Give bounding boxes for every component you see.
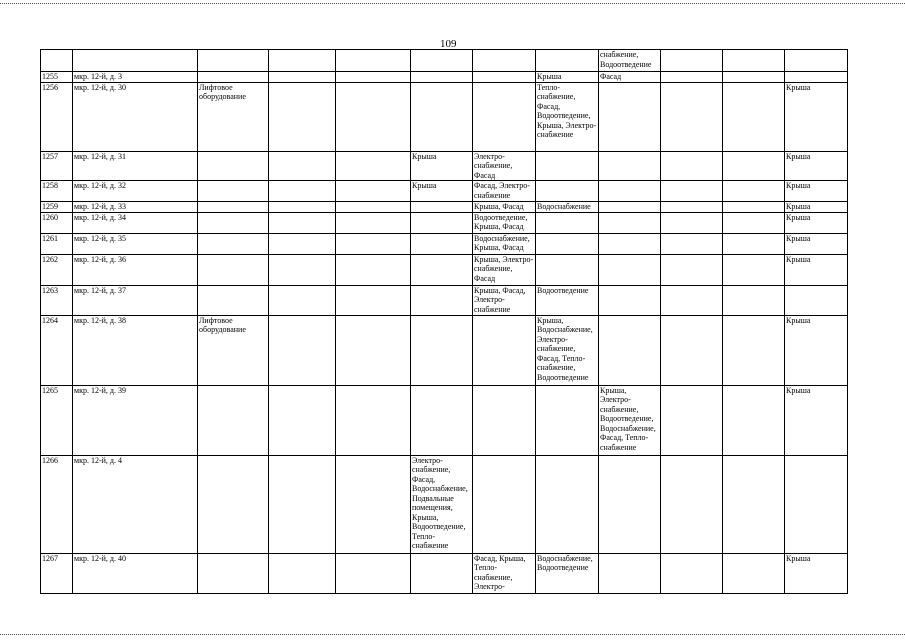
address-cell: мкр. 12-й, д. 3 bbox=[73, 72, 198, 83]
work-cell bbox=[661, 385, 723, 455]
address-cell: мкр. 12-й, д. 30 bbox=[73, 82, 198, 151]
work-cell bbox=[269, 181, 336, 202]
scan-edge-top bbox=[0, 3, 905, 4]
work-cell bbox=[536, 151, 599, 181]
work-cell bbox=[336, 82, 411, 151]
work-cell bbox=[269, 385, 336, 455]
work-cell bbox=[336, 72, 411, 83]
work-cell bbox=[336, 202, 411, 213]
work-cell bbox=[473, 385, 536, 455]
work-cell bbox=[599, 455, 661, 553]
address-cell: мкр. 12-й, д. 33 bbox=[73, 202, 198, 213]
work-cell: Водоснабжение, Водоотведение bbox=[536, 553, 599, 593]
work-cell bbox=[269, 50, 336, 72]
work-cell: Крыша bbox=[785, 315, 848, 385]
work-cell bbox=[661, 202, 723, 213]
work-cell bbox=[411, 553, 473, 593]
work-cell: Крыша bbox=[785, 212, 848, 233]
work-cell bbox=[336, 181, 411, 202]
work-cell bbox=[411, 254, 473, 285]
work-cell bbox=[723, 151, 785, 181]
work-cell bbox=[336, 315, 411, 385]
work-cell bbox=[661, 151, 723, 181]
row-number: 1262 bbox=[41, 254, 73, 285]
work-cell bbox=[661, 315, 723, 385]
work-cell: Крыша, Водоснабжение, Электро-снабжение, Фасад, Тепло-снабжение, Водоотведение bbox=[536, 315, 599, 385]
work-cell bbox=[661, 285, 723, 315]
row-number: 1261 bbox=[41, 233, 73, 254]
work-cell bbox=[269, 233, 336, 254]
work-cell bbox=[536, 455, 599, 553]
work-cell bbox=[723, 50, 785, 72]
work-cell: Крыша bbox=[785, 82, 848, 151]
work-cell bbox=[198, 202, 269, 213]
table-row bbox=[41, 212, 848, 233]
work-cell bbox=[599, 285, 661, 315]
row-number: 1257 bbox=[41, 151, 73, 181]
work-cell bbox=[336, 285, 411, 315]
work-cell bbox=[269, 254, 336, 285]
work-cell bbox=[536, 233, 599, 254]
row-number: 1266 bbox=[41, 455, 73, 553]
work-cell bbox=[198, 385, 269, 455]
work-cell bbox=[723, 72, 785, 83]
work-cell bbox=[661, 82, 723, 151]
work-cell bbox=[661, 553, 723, 593]
work-cell: Крыша bbox=[785, 233, 848, 254]
address-cell: мкр. 12-й, д. 39 bbox=[73, 385, 198, 455]
table-row bbox=[41, 315, 848, 385]
work-cell: Крыша, Электро-снабжение, Фасад bbox=[473, 254, 536, 285]
work-cell: Крыша bbox=[785, 254, 848, 285]
work-cell bbox=[411, 233, 473, 254]
work-cell: Крыша bbox=[411, 181, 473, 202]
work-cell: Крыша, Электро-снабжение, Водоотведение, Водоснабжение, Фасад, Тепло-снабжение bbox=[599, 385, 661, 455]
table-row bbox=[41, 50, 848, 72]
table-row bbox=[41, 233, 848, 254]
address-cell bbox=[73, 50, 198, 72]
work-cell bbox=[411, 72, 473, 83]
work-cell bbox=[269, 315, 336, 385]
address-cell: мкр. 12-й, д. 38 bbox=[73, 315, 198, 385]
work-cell bbox=[661, 72, 723, 83]
table-row bbox=[41, 151, 848, 181]
work-cell: Крыша bbox=[536, 72, 599, 83]
work-cell bbox=[536, 181, 599, 202]
work-cell: Фасад, Крыша, Тепло-снабжение, Электро- bbox=[473, 553, 536, 593]
work-cell: Крыша bbox=[785, 385, 848, 455]
work-cell: Фасад, Электро-снабжение bbox=[473, 181, 536, 202]
work-cell bbox=[269, 553, 336, 593]
work-cell bbox=[599, 254, 661, 285]
work-cell: Крыша bbox=[785, 181, 848, 202]
work-cell bbox=[198, 553, 269, 593]
work-cell bbox=[473, 82, 536, 151]
work-cell bbox=[269, 455, 336, 553]
work-cell: Крыша, Фасад, Электро-снабжение bbox=[473, 285, 536, 315]
work-cell bbox=[599, 82, 661, 151]
table-row bbox=[41, 82, 848, 151]
work-cell: Электро-снабжение, Фасад bbox=[473, 151, 536, 181]
work-cell: Электро-снабжение, Фасад, Водоснабжение, Подвальные помещения, Крыша, Водоотведение, Тепло-снабжение bbox=[411, 455, 473, 553]
work-cell: Водоотведение, Крыша, Фасад bbox=[473, 212, 536, 233]
table-row bbox=[41, 553, 848, 593]
work-cell: Лифтовое оборудование bbox=[198, 315, 269, 385]
work-cell bbox=[661, 212, 723, 233]
work-cell bbox=[198, 254, 269, 285]
work-cell: Крыша bbox=[785, 553, 848, 593]
work-cell bbox=[198, 181, 269, 202]
work-cell bbox=[536, 50, 599, 72]
work-cell bbox=[336, 385, 411, 455]
work-cell bbox=[198, 233, 269, 254]
row-number bbox=[41, 50, 73, 72]
work-cell bbox=[723, 82, 785, 151]
work-cell bbox=[411, 82, 473, 151]
work-cell bbox=[723, 285, 785, 315]
work-cell bbox=[723, 315, 785, 385]
work-cell: Водоснабжение bbox=[536, 202, 599, 213]
row-number: 1256 bbox=[41, 82, 73, 151]
row-number: 1260 bbox=[41, 212, 73, 233]
work-cell bbox=[661, 254, 723, 285]
work-cell: снабжение, Водоотведение bbox=[599, 50, 661, 72]
address-cell: мкр. 12-й, д. 36 bbox=[73, 254, 198, 285]
work-cell bbox=[599, 233, 661, 254]
work-cell bbox=[411, 212, 473, 233]
work-cell bbox=[336, 151, 411, 181]
work-cell bbox=[599, 202, 661, 213]
work-cell bbox=[411, 50, 473, 72]
work-cell: Крыша bbox=[785, 151, 848, 181]
work-cell bbox=[336, 212, 411, 233]
work-cell bbox=[198, 455, 269, 553]
work-cell bbox=[599, 315, 661, 385]
work-cell bbox=[536, 212, 599, 233]
row-number: 1264 bbox=[41, 315, 73, 385]
work-cell bbox=[661, 233, 723, 254]
row-number: 1255 bbox=[41, 72, 73, 83]
work-cell bbox=[599, 181, 661, 202]
row-number: 1263 bbox=[41, 285, 73, 315]
work-cell bbox=[661, 50, 723, 72]
work-cell bbox=[411, 385, 473, 455]
work-cell bbox=[411, 315, 473, 385]
work-cell: Крыша bbox=[411, 151, 473, 181]
row-number: 1258 bbox=[41, 181, 73, 202]
work-cell bbox=[198, 72, 269, 83]
work-cell bbox=[723, 553, 785, 593]
work-cell bbox=[723, 233, 785, 254]
work-cell: Лифтовое оборудование bbox=[198, 82, 269, 151]
work-cell bbox=[661, 181, 723, 202]
address-cell: мкр. 12-й, д. 40 bbox=[73, 553, 198, 593]
table-row bbox=[41, 254, 848, 285]
work-cell bbox=[411, 285, 473, 315]
work-cell bbox=[198, 212, 269, 233]
work-cell bbox=[198, 50, 269, 72]
work-cell bbox=[723, 385, 785, 455]
scan-edge-bottom bbox=[0, 634, 905, 635]
work-cell bbox=[473, 50, 536, 72]
address-cell: мкр. 12-й, д. 37 bbox=[73, 285, 198, 315]
work-cell bbox=[785, 50, 848, 72]
work-cell bbox=[269, 82, 336, 151]
address-cell: мкр. 12-й, д. 34 bbox=[73, 212, 198, 233]
table-row bbox=[41, 181, 848, 202]
work-cell bbox=[198, 285, 269, 315]
address-cell: мкр. 12-й, д. 35 bbox=[73, 233, 198, 254]
work-cell bbox=[473, 315, 536, 385]
work-cell bbox=[536, 254, 599, 285]
work-cell bbox=[336, 254, 411, 285]
address-cell: мкр. 12-й, д. 4 bbox=[73, 455, 198, 553]
table-row bbox=[41, 202, 848, 213]
work-cell bbox=[411, 202, 473, 213]
work-cell bbox=[599, 212, 661, 233]
work-cell bbox=[269, 72, 336, 83]
work-cell bbox=[473, 455, 536, 553]
work-cell: Водоснабжение, Крыша, Фасад bbox=[473, 233, 536, 254]
work-cell bbox=[599, 553, 661, 593]
work-cell bbox=[336, 50, 411, 72]
row-number: 1265 bbox=[41, 385, 73, 455]
work-cell bbox=[723, 181, 785, 202]
work-cell bbox=[599, 151, 661, 181]
work-cell bbox=[198, 151, 269, 181]
work-cell bbox=[336, 553, 411, 593]
work-cell bbox=[536, 385, 599, 455]
work-cell: Крыша, Фасад bbox=[473, 202, 536, 213]
work-cell bbox=[785, 72, 848, 83]
work-cell: Фасад bbox=[599, 72, 661, 83]
work-cell bbox=[723, 455, 785, 553]
row-number: 1259 bbox=[41, 202, 73, 213]
work-cell bbox=[723, 254, 785, 285]
work-cell bbox=[269, 285, 336, 315]
table-row bbox=[41, 285, 848, 315]
work-cell bbox=[473, 72, 536, 83]
address-cell: мкр. 12-й, д. 31 bbox=[73, 151, 198, 181]
work-cell bbox=[723, 202, 785, 213]
table-row bbox=[41, 385, 848, 455]
table-row bbox=[41, 455, 848, 553]
work-cell bbox=[785, 455, 848, 553]
work-cell: Крыша bbox=[785, 202, 848, 213]
table-row bbox=[41, 72, 848, 83]
work-cell bbox=[336, 233, 411, 254]
repair-schedule-table bbox=[40, 49, 848, 594]
work-cell: Тепло-снабжение, Фасад, Водоотведение, Крыша, Электро-снабжение bbox=[536, 82, 599, 151]
work-cell: Водоотведение bbox=[536, 285, 599, 315]
row-number: 1267 bbox=[41, 553, 73, 593]
work-cell bbox=[723, 212, 785, 233]
address-cell: мкр. 12-й, д. 32 bbox=[73, 181, 198, 202]
work-cell bbox=[269, 151, 336, 181]
page-number: 109 bbox=[440, 38, 457, 50]
work-cell bbox=[336, 455, 411, 553]
work-cell bbox=[269, 212, 336, 233]
work-cell bbox=[661, 455, 723, 553]
work-cell bbox=[785, 285, 848, 315]
work-cell bbox=[269, 202, 336, 213]
